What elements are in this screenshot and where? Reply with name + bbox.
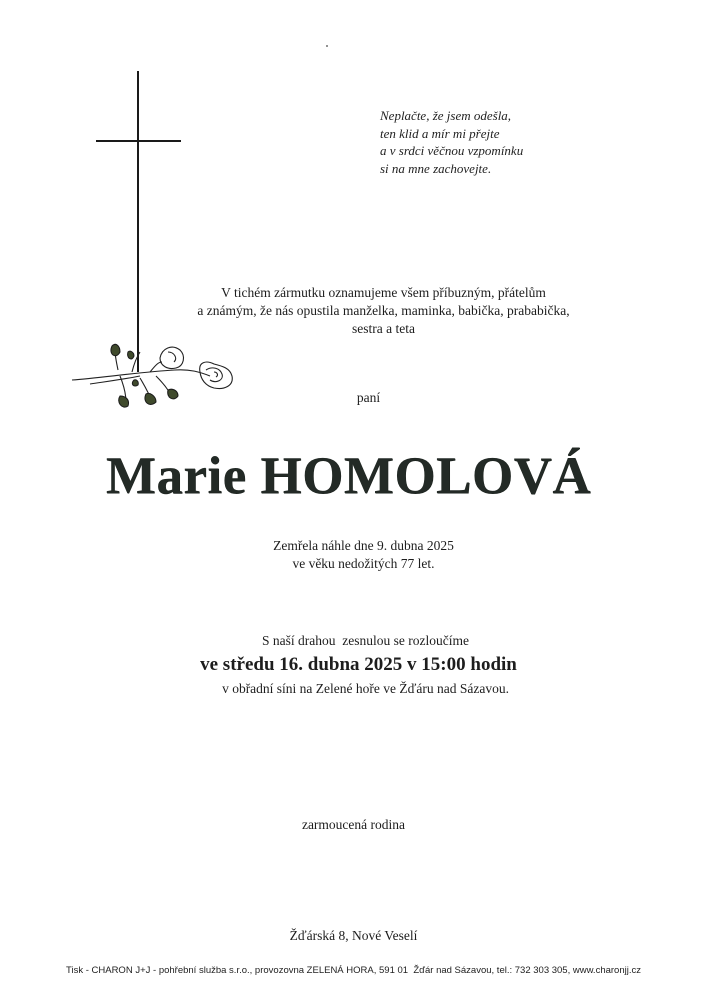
deceased-name: Marie HOMOLOVÁ [105,447,592,505]
farewell-place: v obřadní síni na Zelené hoře ve Žďáru nad Sázavou. [222,681,509,696]
farewell-intro: S naší drahou zesnulou se rozloučíme [262,633,469,648]
poem-line: a v srdci věčnou vzpomínku [380,143,524,158]
mourners-signature: zarmoucená rodina [301,817,406,832]
announcement-text [30,284,707,338]
farewell-datetime: ve středu 16. dubna 2025 v 15:00 hodin [200,654,517,675]
poem-line: Neplačte, že jsem odešla, [380,108,512,123]
family-address: Žďárská 8, Nové Veselí [289,928,418,943]
announcement-line: V tichém zármutku oznamujeme všem příbuzným, přátelům [221,285,546,300]
poem-verse [380,107,523,177]
death-info-line: Zemřela náhle dne 9. dubna 2025 [273,538,454,553]
printer-footer: Tisk - CHARON J+J - pohřební služba s.r.o., provozovna ZELENÁ HORA, 591 01 Žďár nad Sázavou, tel.: 732 303 305, www.charonjj.cz [66,965,641,976]
poem-line: si na mne zachovejte. [380,160,492,176]
salutation: paní [356,390,381,405]
speck-mark [326,45,328,47]
announcement-line: a známým, že nás opustila manželka, maminka, babička, prababička, [197,303,570,318]
death-info-line: ve věku nedožitých 77 let. [292,556,435,571]
poem-line: ten klid a mír mi přejte [380,125,500,141]
death-info [10,537,707,573]
announcement-line: sestra a teta [352,321,415,336]
